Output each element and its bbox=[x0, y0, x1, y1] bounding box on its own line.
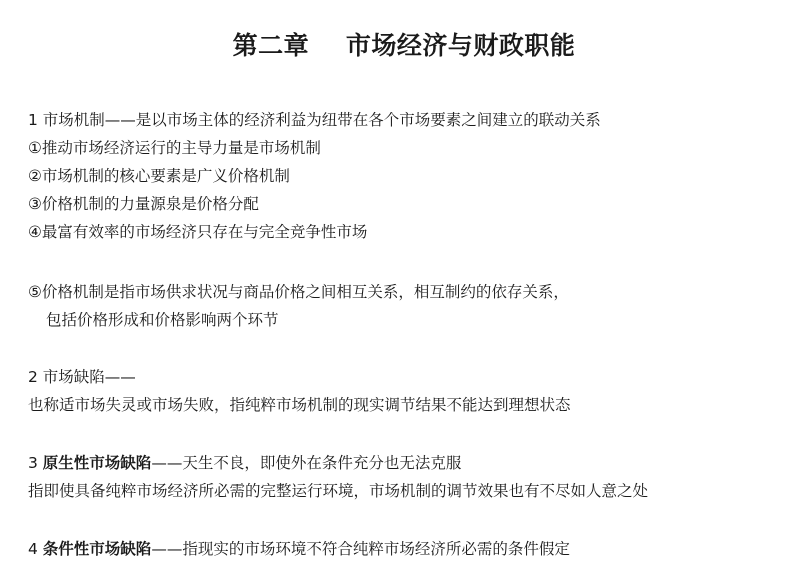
section-1-item-1: ①推动市场经济运行的主导力量是市场机制 bbox=[28, 139, 321, 157]
section-3-text: 指即使具备纯粹市场经济所必需的完整运行环境，市场机制的调节效果也有不尽如人意之处 bbox=[28, 482, 649, 500]
section-3-number: 3 bbox=[28, 454, 43, 472]
section-1-item-4: ④最富有效率的市场经济只存在与完全竞争性市场 bbox=[28, 223, 368, 241]
section-4-number: 4 bbox=[28, 540, 43, 558]
section-4-term: 条件性市场缺陷 bbox=[42, 540, 152, 558]
section-4-heading bbox=[28, 539, 570, 559]
section-1-item-2: ②市场机制的核心要素是广义价格机制 bbox=[28, 167, 290, 185]
section-3-heading bbox=[28, 453, 461, 473]
section-4-definition: ——指现实的市场环境不符合纯粹市场经济所必需的条件假定 bbox=[151, 540, 570, 558]
section-1-item-3: ③价格机制的力量源泉是价格分配 bbox=[28, 195, 259, 213]
section-1-item-5-line-2: 包括价格形成和价格影响两个环节 bbox=[46, 311, 279, 329]
section-1-heading: 1 市场机制——是以市场主体的经济利益为纽带在各个市场要素之间建立的联动关系 bbox=[28, 111, 601, 129]
section-1-item-5-line-1: ⑤价格机制是指市场供求状况与商品价格之间相互关系，相互制约的依存关系， bbox=[28, 283, 569, 301]
section-2-text: 也称适市场失灵或市场失败，指纯粹市场机制的现实调节结果不能达到理想状态 bbox=[28, 396, 571, 414]
section-3-definition: ——天生不良，即使外在条件充分也无法克服 bbox=[151, 454, 462, 472]
chapter-title: 第二章 市场经济与财政职能 bbox=[232, 31, 576, 60]
section-3-term: 原生性市场缺陷 bbox=[42, 454, 152, 472]
section-2-heading: 2 市场缺陷—— bbox=[28, 368, 136, 386]
